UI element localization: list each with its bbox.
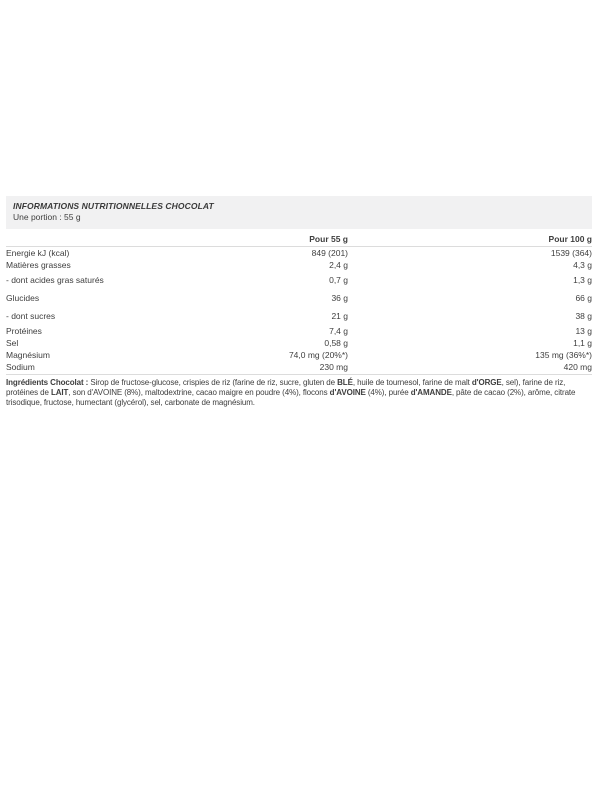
nutrient-label: Glucides	[6, 293, 40, 303]
nutrient-label: - dont acides gras saturés	[6, 275, 104, 285]
value-per-55g: 0,58 g	[324, 338, 348, 348]
ingredient-text-segment: Sirop de fructose-glucose, crispies de riz (farine de riz, sucre, gluten de	[90, 378, 338, 387]
value-per-100g: 1,1 g	[573, 338, 592, 348]
value-per-55g: 0,7 g	[329, 275, 348, 285]
portion-size: Une portion : 55 g	[13, 212, 81, 222]
table-row	[6, 349, 592, 361]
nutrient-label: Protéines	[6, 326, 42, 336]
table-row	[6, 289, 592, 307]
value-per-55g: 849 (201)	[311, 248, 348, 258]
value-per-55g: 36 g	[331, 293, 348, 303]
ingredient-bold-segment: d'AVOINE	[329, 388, 366, 397]
nutrient-label: Magnésium	[6, 350, 50, 360]
value-per-100g: 1,3 g	[573, 275, 592, 285]
ingredient-bold-segment: d'AMANDE	[410, 388, 452, 397]
nutrient-label: Sodium	[6, 362, 35, 372]
value-per-100g: 13 g	[575, 326, 592, 336]
value-per-55g: 7,4 g	[329, 326, 348, 336]
ingredient-bold-segment: LAIT	[50, 388, 69, 397]
ingredient-text-segment: , pâte de cacao (2%), arôme, citrate trisodique, fructose, humectant (glycérol), sel, carbonate de magnésium.	[6, 388, 576, 407]
table-row	[6, 259, 592, 271]
nutrient-label: - dont sucres	[6, 311, 56, 321]
table-row	[6, 325, 592, 337]
table-row	[6, 337, 592, 349]
ingredients-paragraph	[6, 378, 592, 408]
nutrition-panel	[6, 196, 592, 408]
value-per-100g: 135 mg (36%*)	[535, 350, 592, 360]
value-per-100g: 1539 (364)	[550, 248, 592, 258]
value-per-55g: 74,0 mg (20%*)	[288, 350, 348, 360]
column-header-per-100g: Pour 100 g	[548, 234, 592, 244]
ingredient-bold-segment: d'ORGE	[471, 378, 502, 387]
table-row	[6, 247, 592, 259]
nutrition-title: INFORMATIONS NUTRITIONNELLES CHOCOLAT	[13, 201, 214, 211]
value-per-100g: 420 mg	[563, 362, 592, 372]
table-header-row	[6, 231, 592, 247]
nutrient-label: Energie kJ (kcal)	[6, 248, 70, 258]
nutrient-label: Sel	[6, 338, 19, 348]
value-per-55g: 2,4 g	[329, 260, 348, 270]
table-body	[6, 247, 592, 373]
ingredient-text-segment: , son d'AVOINE (8%), maltodextrine, cacao maigre en poudre (4%), flocons	[68, 388, 330, 397]
value-per-100g: 38 g	[575, 311, 592, 321]
table-row	[6, 307, 592, 325]
ingredient-bold-segment: BLÉ	[337, 378, 353, 387]
column-header-per-55g: Pour 55 g	[309, 234, 348, 244]
ingredient-text-segment: , sel), farine de riz, protéines de	[6, 378, 566, 397]
value-per-55g: 21 g	[331, 311, 348, 321]
ingredient-text-segment: (4%), purée	[365, 388, 411, 397]
ingredient-text-segment: , huile de tournesol, farine de malt	[352, 378, 472, 387]
value-per-100g: 4,3 g	[573, 260, 592, 270]
value-per-55g: 230 mg	[319, 362, 348, 372]
nutrition-panel-header	[6, 196, 592, 229]
table-row	[6, 271, 592, 289]
ingredient-bold-segment: Ingrédients Chocolat :	[6, 378, 91, 387]
nutrition-table	[6, 231, 592, 375]
nutrient-label: Matières grasses	[6, 260, 71, 270]
value-per-100g: 66 g	[575, 293, 592, 303]
table-row	[6, 361, 592, 373]
